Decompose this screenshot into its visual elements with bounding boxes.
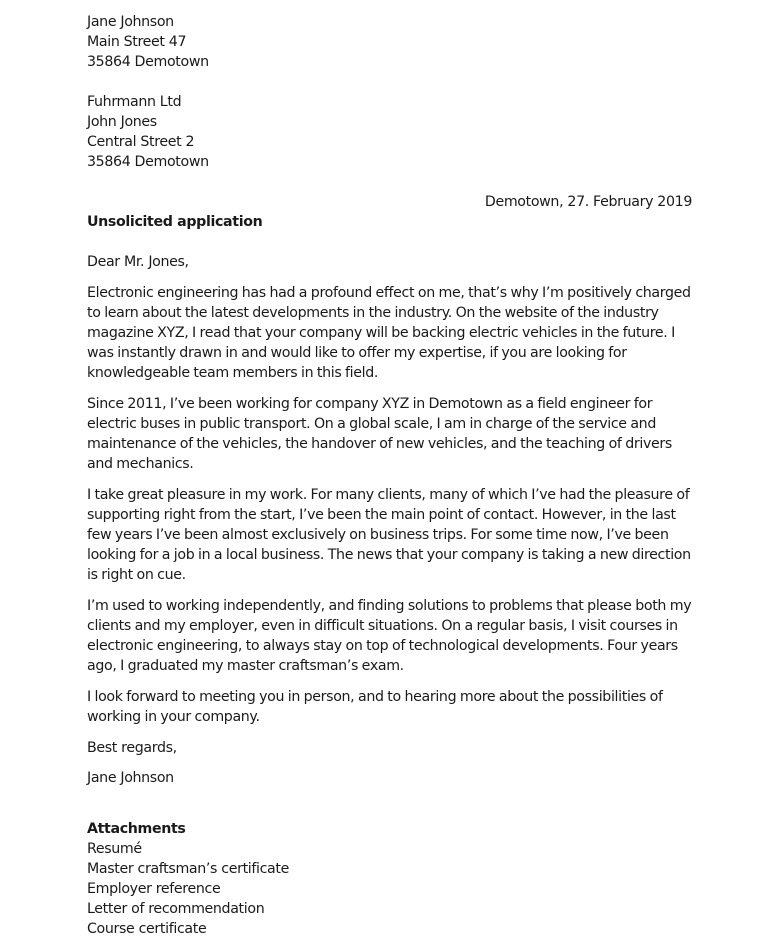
body-paragraph: I’m used to working independently, and finding solutions to problems that please both my clients and my employer, even in difficult situations. On a regular basis, I visit courses in electronic engineering, to always stay on top of technological developments. Four years ago, I graduated my master craftsman’s exam.	[87, 598, 692, 674]
recipient-street: Central Street 2	[87, 134, 195, 150]
salutation: Dear Mr. Jones,	[87, 254, 189, 270]
attachments-list	[87, 839, 692, 939]
sender-street: Main Street 47	[87, 34, 187, 50]
attachment-item: Letter of recommendation	[87, 901, 265, 917]
recipient-city: 35864 Demotown	[87, 154, 209, 170]
body-paragraph: Since 2011, I’ve been working for company XYZ in Demotown as a field engineer for electric buses in public transport. On a global scale, I am in charge of the service and maintenance of the vehicles, the handover of new vehicles, and the teaching of drivers and mechanics.	[87, 396, 672, 472]
body-paragraph: Electronic engineering has had a profound effect on me, that’s why I’m positively charged to learn about the latest developments in the industry. On the website of the industry magazine XYZ, I read that your company will be backing electric vehicles in the future. I was instantly drawn in and would like to offer my expertise, if you are looking for knowledgeable team members in this field.	[87, 285, 691, 381]
body-paragraph: I take great pleasure in my work. For many clients, many of which I’ve had the pleasure of supporting right from the start, I’ve been the main point of contact. However, in the last few years I’ve been almost exclusively on business trips. For some time now, I’ve been looking for a job in a local business. The news that your company is taking a new direction is right on cue.	[87, 487, 691, 583]
closing: Best regards,	[87, 740, 177, 756]
recipient-address	[87, 92, 692, 172]
letter-page	[87, 12, 692, 939]
date-line: Demotown, 27. February 2019	[484, 194, 692, 210]
sender-city: 35864 Demotown	[87, 54, 209, 70]
signature: Jane Johnson	[87, 770, 174, 786]
attachment-item: Master craftsman’s certificate	[87, 861, 289, 877]
recipient-company: Fuhrmann Ltd	[87, 94, 182, 110]
sender-address	[87, 12, 692, 72]
attachment-item: Course certificate	[87, 921, 207, 937]
attachment-item: Resumé	[87, 841, 142, 857]
sender-name: Jane Johnson	[87, 14, 174, 30]
attachment-item: Employer reference	[87, 881, 221, 897]
body-paragraph: I look forward to meeting you in person, and to hearing more about the possibilities of working in your company.	[87, 689, 663, 725]
attachments-heading: Attachments	[87, 821, 186, 837]
subject-heading: Unsolicited application	[87, 214, 263, 230]
recipient-name: John Jones	[87, 114, 157, 130]
